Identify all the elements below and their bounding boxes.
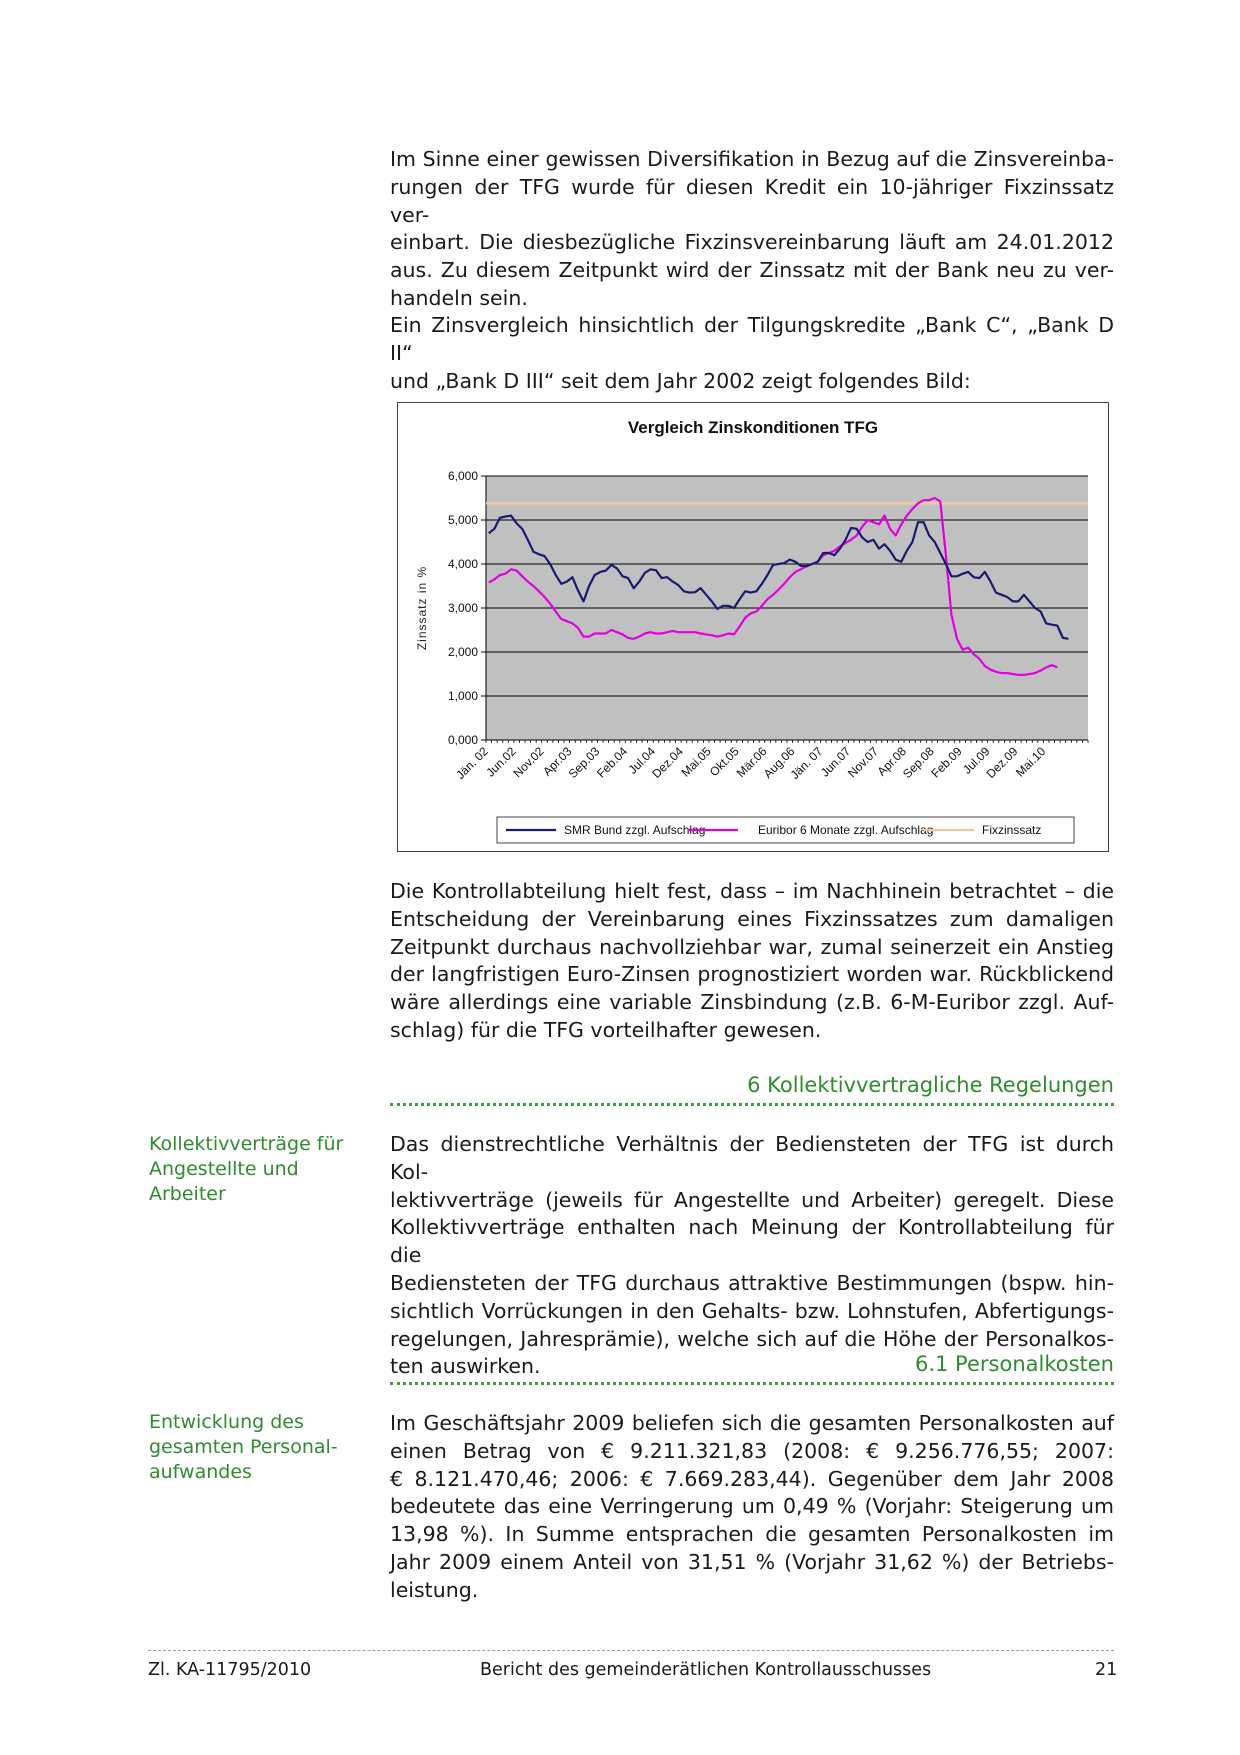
x-tick-label: Okt.05 (706, 744, 742, 780)
section-divider (390, 1103, 1114, 1106)
margin-note-collective-agreements (149, 1132, 381, 1207)
text-line: lektivverträge (jeweils für Angestellte und Arbeiter) geregelt. Diese (390, 1187, 1114, 1212)
text-line: Im Sinne einer gewissen Diversifikation in Bezug auf die Zinsvereinba- (390, 147, 1114, 171)
x-tick-label: Dez.09 (983, 744, 1021, 782)
intro-paragraph (390, 146, 1114, 313)
x-tick-label: Jun.02 (483, 744, 519, 780)
x-tick-label: Dez.04 (649, 744, 687, 782)
y-tick-label: 2,000 (447, 645, 478, 659)
y-tick-label: 0,000 (447, 733, 478, 747)
x-tick-label: Jun.07 (817, 744, 854, 780)
text-line: Kollektivverträge enthalten nach Meinung der Kontrollabteilung für die (390, 1215, 1114, 1268)
footer-reference: Zl. KA-11795/2010 (148, 1660, 312, 1680)
y-tick-label: 5,000 (447, 513, 478, 527)
footer-title: Bericht des gemeinderätlichen Kontrollausschusses (480, 1660, 932, 1680)
margin-note-line: Entwicklung des (149, 1411, 304, 1433)
x-tick-label: Jul.09 (960, 744, 993, 777)
x-tick-label: Feb.04 (593, 744, 631, 781)
text-line: und „Bank D III“ seit dem Jahr 2002 zeigt folgendes Bild: (390, 368, 971, 393)
text-line: Jahr 2009 einem Anteil von 31,51 % (Vorjahr 31,62 %) der Betriebs- (390, 1549, 1114, 1574)
section-divider (390, 1382, 1114, 1385)
text-line: handeln sein. (390, 285, 528, 310)
text-line: wäre allerdings eine variable Zinsbindung (z.B. 6-M-Euribor zzgl. Auf- (390, 990, 1114, 1015)
text-line: € 8.121.470,46; 2006: € 7.669.283,44). Gegenüber dem Jahr 2008 (390, 1466, 1114, 1491)
text-line: Die Kontrollabteilung hielt fest, dass – im Nachhinein betrachtet – die (390, 879, 1114, 903)
text-line: bedeutete das eine Verringerung um 0,49 % (Vorjahr: Steigerung um (390, 1494, 1114, 1519)
x-tick-label: Jän. 07 (787, 744, 826, 782)
comparison-intro-paragraph (390, 312, 1114, 395)
x-tick-label: Mai.05 (678, 744, 714, 780)
legend-label: Fixzinssatz (982, 823, 1042, 837)
text-line: regelungen, Jahresprämie), welche sich auf die Höhe der Personalkos- (390, 1326, 1114, 1351)
text-line: ten auswirken. (390, 1354, 541, 1379)
y-tick-label: 3,000 (447, 601, 478, 615)
text-line: Ein Zinsvergleich hinsichtlich der Tilgungskredite „Bank C“, „Bank D II“ (390, 313, 1114, 365)
text-line: der langfristigen Euro-Zinsen prognostiziert worden war. Rückblickend (390, 962, 1114, 987)
assessment-paragraph (390, 878, 1114, 1045)
x-tick-label: Apr.03 (540, 744, 575, 779)
y-tick-label: 1,000 (447, 689, 478, 703)
section-heading-6-1: 6.1 Personalkosten (914, 1352, 1114, 1376)
x-tick-label: Feb.09 (928, 744, 965, 781)
text-line: einbart. Die diesbezügliche Fixzinsvereinbarung läuft am 24.01.2012 (390, 230, 1114, 255)
x-tick-label: Apr.08 (874, 744, 909, 779)
y-axis-label: Zinssatz in % (415, 565, 429, 651)
x-tick-label: Sep.08 (900, 744, 937, 782)
section-heading-6: 6 Kollektivvertragliche Regelungen (747, 1073, 1114, 1097)
text-line: Entscheidung der Vereinbarung eines Fixzinssatzes zum damaligen (390, 906, 1114, 931)
x-tick-label: Nov.07 (844, 744, 882, 781)
text-line: sichtlich Vorrückungen in den Gehalts- bzw. Lohnstufen, Abfertigungs- (390, 1298, 1114, 1323)
x-tick-label: Jän. 02 (453, 744, 491, 782)
margin-note-line: Kollektivverträge für (149, 1133, 344, 1155)
margin-note-personnel-costs (149, 1410, 381, 1485)
x-tick-label: Nov.02 (510, 744, 547, 781)
interest-rate-chart (397, 402, 1109, 852)
text-line: einen Betrag von € 9.211.321,83 (2008: € 9.256.776,55; 2007: (390, 1438, 1114, 1463)
text-line: Bediensteten der TFG durchaus attraktive Bestimmungen (bspw. hin- (390, 1270, 1114, 1295)
chart-title: Vergleich Zinskonditionen TFG (627, 418, 879, 437)
text-line: Zeitpunkt durchaus nachvollziehbar war, zumal seinerzeit ein Anstieg (390, 934, 1114, 959)
text-line: Im Geschäftsjahr 2009 beliefen sich die gesamten Personalkosten auf (390, 1411, 1114, 1435)
x-tick-label: Sep.03 (565, 744, 603, 782)
margin-note-line: aufwandes (149, 1461, 252, 1483)
text-line: leistung. (390, 1577, 479, 1602)
footer-divider (148, 1650, 1114, 1651)
chart-svg (398, 403, 1108, 851)
margin-note-line: gesamten Personal- (149, 1436, 338, 1458)
margin-note-line: Angestellte und Arbeiter (149, 1158, 299, 1205)
legend-label: Euribor 6 Monate zzgl. Aufschlag (758, 823, 934, 837)
legend-label: SMR Bund zzgl. Aufschlag (564, 823, 706, 837)
page-number: 21 (1095, 1660, 1118, 1680)
collective-agreements-paragraph (390, 1131, 1114, 1381)
text-line: rungen der TFG wurde für diesen Kredit ein 10-jähriger Fixzinssatz ver- (390, 174, 1114, 227)
x-tick-label: Mär.06 (733, 744, 770, 781)
y-tick-label: 6,000 (447, 469, 478, 483)
text-line: aus. Zu diesem Zeitpunkt wird der Zinssatz mit der Bank neu zu ver- (390, 258, 1114, 283)
x-tick-label: Aug.06 (760, 744, 798, 782)
text-line: Das dienstrechtliche Verhältnis der Bediensteten der TFG ist durch Kol- (390, 1132, 1114, 1184)
personnel-costs-paragraph (390, 1410, 1114, 1605)
x-tick-label: Mai.10 (1012, 744, 1049, 780)
y-tick-label: 4,000 (447, 557, 478, 571)
text-line: schlag) für die TFG vorteilhafter gewesen. (390, 1017, 822, 1042)
x-tick-label: Jul.04 (625, 744, 659, 777)
text-line: 13,98 %). In Summe entsprachen die gesamten Personalkosten im (390, 1522, 1114, 1547)
